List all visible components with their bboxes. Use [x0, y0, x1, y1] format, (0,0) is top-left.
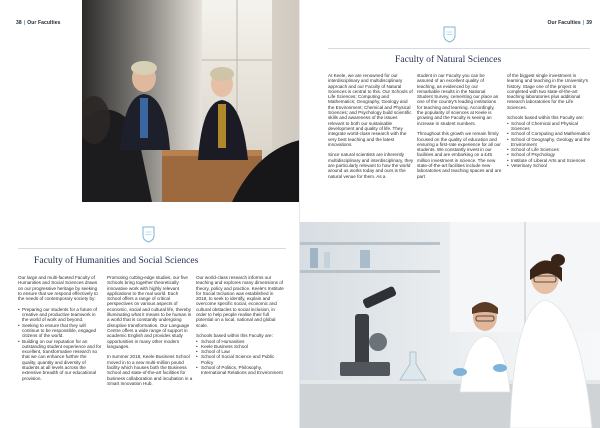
page-number-right: 39 [586, 20, 592, 26]
list-item: • Veterinary School [507, 163, 593, 168]
list-item: • School of Computing and Mathematics [507, 131, 593, 136]
humanities-col-3 [196, 275, 284, 376]
natural-sciences-col-3 [507, 73, 593, 168]
natural-sciences-col-1 [328, 73, 414, 184]
natural-sciences-para: Throughout this growth we remain firmly focused on the quality of education and ensuring a first-rate experience for all our students. We constantly invest in our facilities and are embarking on a £45 million investment in science. The new state-of-the-art facilities include new laboratories and teaching spaces and are part [417, 131, 502, 179]
natural-sciences-para: student in our Faculty you can be assured of an excellent quality of teaching, as evidenced by our remarkable results in the National Student Survey, cementing our place as one of the country's leading institutions for teaching and learning. Accordingly, the popularity of sciences at Keele is growing and the Faculty is seeing an increase in student numbers. [417, 73, 499, 126]
shield-icon [142, 226, 155, 243]
list-item: • School of Social Science and Public Policy [196, 354, 284, 365]
natural-sciences-schools-list [507, 121, 593, 169]
list-item: • Seeking to ensure that they will continue to be responsible, engaged citizens of the world. [18, 323, 102, 339]
natural-sciences-para: At Keele, we are renowned for our interdisciplinary and multidisciplinary approach and our Faculty of Natural Sciences is central to this. Our Schools of Life Sciences; Computing and Mathematics; Geography, Geology and the Environment; Chemical and Physical Sciences; and Psychology build scientific skills and awareness of the issues relevant to both our sustainable development and quality of life. They integrate world-class research with the very best teaching and the latest innovations. [328, 73, 413, 147]
humanities-title-rule [18, 248, 286, 249]
natural-sciences-schools-intro: Schools based within this Faculty are: [507, 115, 584, 121]
humanities-schools-list [196, 339, 284, 376]
list-item: • Preparing our students for a future of creative and productive teamwork in the world of work and beyond. [18, 307, 102, 323]
running-head-section-right: Our Faculties [547, 20, 581, 26]
humanities-research-para: Our world-class research informs our teaching and explores many dimensions of theory, policy and practice. Keele's Institute for Social Inclusion was established in 2018, to seek to identify, explain and overcome specific social, economic and cultural obstacles to social inclusion, in order to help people realise their full potential on a local, national and global scale. [196, 275, 284, 328]
right-running-head: Our Faculties | 39 [547, 20, 592, 26]
humanities-intro: Our large and multi-faceted Faculty of Humanities and Social Sciences draws on our progressive heritage by seeking to ensure that we respond effectively to the needs of contemporary society by: [18, 275, 98, 302]
natural-sciences-investment-para: of the biggest single investment in learning and teaching in the University's history. Stage one of the project is completed with two state-of-the-art teaching laboratories plus additional research laboratories for the Life Sciences. [507, 73, 589, 110]
natural-sciences-col-2 [417, 73, 502, 184]
laboratory-photo [300, 222, 600, 428]
graduation-photo [82, 0, 300, 202]
right-page [300, 0, 600, 428]
humanities-bullet-list [18, 307, 102, 381]
list-item: • School of Law [196, 349, 284, 354]
running-head-section-left: Our Faculties [27, 20, 61, 26]
page-number-left: 38 [16, 20, 22, 26]
humanities-schools-intro: Schools based within this Faculty are: [196, 333, 273, 339]
humanities-para: Promoting cutting-edge studies, our five Schools bring together theoretically innovative work with highly relevant applications to the real world. Each School offers a range of critical perspectives on various aspects of economic, social and cultural life, thereby illuminating what it means to be human in a world that is constantly undergoing disruptive transformation. Our Language Centre offers a wide range of support in academic English and provides study opportunities in many other modern languages. [107, 275, 192, 349]
natural-sciences-para: Since natural scientists are inherently multidisciplinary and interdisciplinary, they are particularly relevant to how the world around us works today and ours is the natural venue for them. As a [328, 152, 414, 179]
list-item: • School of Psychology [507, 152, 593, 157]
list-item: • Building on our reputation for an outstanding student experience and for excellent, transformative research so that we can enhance further the quality, quantity and diversity of students at all levels across the extensive breadth of our educational provision. [18, 339, 102, 381]
list-item: • School of Chemical and Physical Sciences [507, 121, 593, 132]
humanities-col-1 [18, 275, 102, 381]
list-item: • School of Life Sciences [507, 147, 593, 152]
shield-icon [443, 26, 456, 43]
humanities-title: Faculty of Humanities and Social Sciences [34, 255, 199, 266]
left-running-head: 38 | Our Faculties [16, 20, 61, 26]
list-item: • School of Humanities [196, 339, 284, 344]
humanities-para: In summer 2018, Keele Business School moved in to a new multi-million pound facility which houses both the Business School and state-of-the-art facilities for business collaboration and incubation in a Smart Innovation Hub. [107, 354, 193, 386]
list-item: • School of Politics, Philosophy, International Relations and Environment [196, 365, 284, 376]
natural-sciences-title: Faculty of Natural Sciences [395, 54, 502, 65]
list-item: • School of Geography, Geology and the Environment [507, 137, 593, 148]
natural-sciences-title-rule [328, 48, 590, 49]
list-item: • Institute of Liberal Arts and Sciences [507, 158, 593, 163]
list-item: • Keele Business School [196, 344, 284, 349]
humanities-col-2 [107, 275, 193, 392]
